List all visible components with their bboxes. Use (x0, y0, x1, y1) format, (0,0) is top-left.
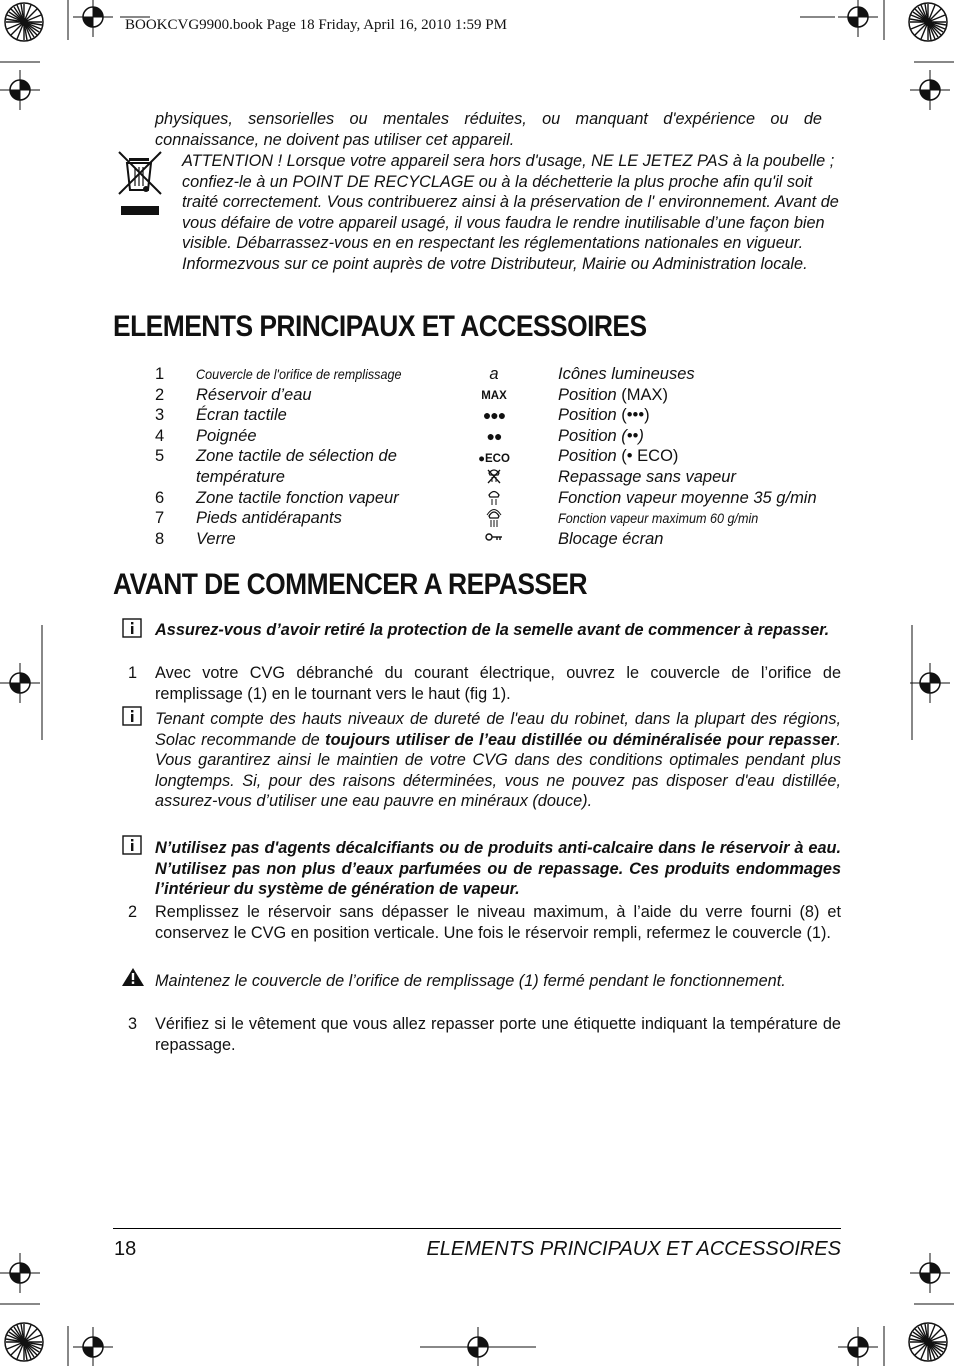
step-2-text: Remplissez le réservoir sans dépasser le niveau maximum, à l’aide du verre fourni (8) et conservez le CVG en position verticale. Une fois le réservoir rempli, refermez le couvercle (1). (155, 903, 841, 942)
medium-steam-icon (486, 488, 502, 506)
print-header: BOOKCVG9900.book Page 18 Friday, April 16, 2010 1:59 PM (125, 17, 507, 33)
eco-symbol: ●ECO (478, 453, 510, 465)
parts-number: 4 (155, 426, 165, 445)
parts-label: Couvercle de l'orifice de remplissage (196, 366, 402, 382)
note-distilled-water (155, 709, 841, 812)
two-dots-symbol: ●● (486, 428, 502, 444)
warning-lid: Maintenez le couvercle de l’orifice de remplissage (1) fermé pendant le fonctionnement. (155, 972, 786, 990)
max-steam-icon (486, 507, 502, 529)
letter-a-symbol: a (489, 365, 499, 383)
note-text: . Vous garantirez ainsi le maintien de votre CVG dans des conditions optimales pendant plus longtemps. Si, pour des raisons déterminées, vous ne pouvez pas disposer d'eau distillée, assurez-vous d’utiliser une eau pauvre en minéraux (douce). (155, 730, 841, 811)
intro-continuation: physiques, sensorielles ou mentales réduites, ou manquant d'expérience ou de connaissance, ne doivent pas utiliser cet appareil. (155, 110, 822, 149)
recycling-notice: ATTENTION ! Lorsque votre appareil sera hors d'usage, NE LE JETEZ PAS à la poubelle ; confiez-le à un POINT DE RECYCLAGE ou à la déchetterie la plus proche afin qu'il soit traité correctement. Vous contribuerez ainsi à la préservation de l' environnement. Avant de vous défaire de votre appareil usagé, il vous faudra le rendre inutilisable d’une façon bien visible. Débarrassez-vous en en respectant les réglementations nationales en vigueur. Informezvous sur ce point auprès de votre Distributeur, Mairie ou Administration locale. (182, 152, 839, 273)
step-number: 1 (128, 664, 138, 682)
step-1-text: Avec votre CVG débranché du courant électrique, ouvrez le couvercle de l’orifice de remplissage (1) en le tournant vers le haut (fig 1). (155, 664, 841, 703)
info-icon (122, 618, 142, 638)
note-protection: Assurez-vous d’avoir retiré la protection de la semelle avant de commencer à repasser. (155, 621, 830, 639)
section-title-elements: ELEMENTS PRINCIPAUX ET ACCESSOIRES (113, 310, 647, 343)
symbol-desc: Blocage écran (558, 529, 664, 548)
parts-number: 8 (155, 529, 165, 548)
key-icon (485, 532, 503, 542)
symbol-desc-plain: (• ECO) (616, 447, 679, 466)
parts-number: 1 (155, 365, 165, 383)
parts-label: Zone tactile fonction vapeur (196, 488, 399, 507)
section-title-avant: AVANT DE COMMENCER A REPASSER (113, 568, 588, 601)
parts-number: 3 (155, 406, 165, 425)
info-icon (122, 706, 142, 726)
symbol-desc (558, 405, 650, 426)
symbol-desc-italic: Position (558, 406, 617, 425)
parts-label: Écran tactile (196, 406, 287, 425)
step-number: 3 (128, 1015, 138, 1033)
warning-icon (121, 967, 145, 987)
step-number: 2 (128, 903, 138, 921)
symbol-desc (558, 446, 678, 467)
step-3-text: Vérifiez si le vêtement que vous allez repasser porte une étiquette indiquant la température de repassage. (155, 1015, 841, 1054)
parts-number: 7 (155, 509, 165, 528)
symbol-desc-italic: Position (558, 385, 617, 404)
symbol-desc: Fonction vapeur maximum 60 g/min (558, 510, 759, 527)
info-icon (122, 835, 142, 855)
parts-label: Verre (196, 529, 236, 548)
parts-label: Pieds antidérapants (196, 509, 342, 528)
parts-label: Zone tactile de sélection de (196, 447, 397, 466)
note-text: Tenant compte des hauts niveaux de dureté de l'eau du robinet, dans la plupart des régions, Solac recommande de (155, 710, 841, 749)
parts-label: Réservoir d’eau (196, 385, 312, 404)
footer-title: ELEMENTS PRINCIPAUX ET ACCESSOIRES (426, 1238, 841, 1260)
symbol-desc-italic: Position (558, 447, 617, 466)
parts-number: 5 (155, 447, 165, 466)
note-emphasis: toujours utiliser de l’eau distillée ou déminéralisée pour repasser (325, 730, 837, 749)
note-descaling: N’utilisez pas d'agents décalcifiants ou de produits anti-calcaire dans le réservoir à eau. N’utilisez pas non plus d’eaux parfumées ou de repassage. Ces produits endommages l’intérieur du système de génération de vapeur. (155, 839, 841, 899)
parts-label: Poignée (196, 426, 257, 445)
page-number: 18 (114, 1238, 137, 1260)
symbol-desc (558, 385, 668, 406)
three-dots-symbol: ●●● (482, 407, 506, 423)
parts-number: 6 (155, 488, 165, 507)
symbol-desc: Fonction vapeur moyenne 35 g/min (558, 488, 817, 507)
max-symbol: MAX (481, 390, 507, 402)
symbol-desc-plain: (•••) (616, 406, 650, 425)
parts-label-continued: température (196, 467, 285, 486)
symbol-desc: Icônes lumineuses (558, 365, 695, 383)
symbol-descriptions (558, 364, 848, 554)
symbol-desc: Position (••) (558, 426, 644, 445)
no-steam-icon (486, 467, 502, 485)
symbol-desc: Repassage sans vapeur (558, 468, 736, 486)
footer-rule (113, 1228, 841, 1229)
crossed-bin-icon (115, 150, 165, 218)
symbol-desc-plain: (MAX) (616, 385, 669, 404)
parts-number: 2 (155, 385, 165, 404)
